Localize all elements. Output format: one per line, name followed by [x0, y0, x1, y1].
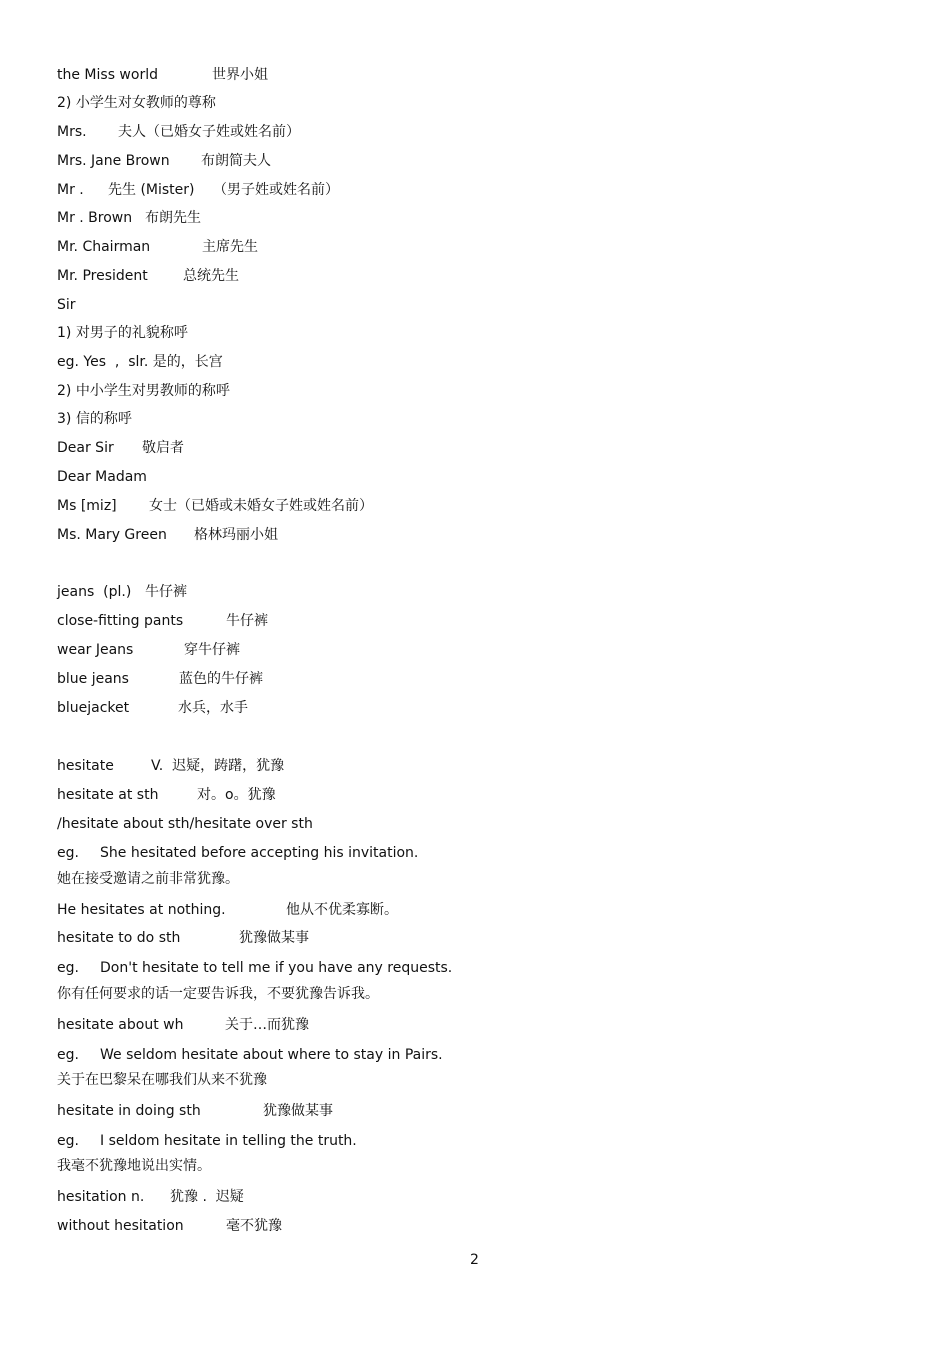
entry-term: Mr. President [57, 268, 148, 284]
entry-term: Mr . [57, 182, 84, 198]
entry-term: hesitate to do sth [57, 930, 181, 946]
entry-meaning: 总统先生 [183, 268, 239, 284]
entry-term: He hesitates at nothing. [57, 902, 226, 918]
entry-meaning: 夫人（已婚女子姓或姓名前） [118, 124, 300, 140]
entry-text: 2) 中小学生对男教师的称呼 [57, 383, 230, 399]
entry-meaning: 女士（已婚或未婚女子姓或姓名前） [149, 498, 373, 514]
entry-row [57, 1217, 282, 1289]
entry-term: bluejacket [57, 700, 130, 716]
entry-term: wear Jeans [57, 642, 134, 658]
entry-meaning: 蓝色的牛仔裤 [179, 671, 263, 687]
entry-meaning: 布朗先生 [145, 210, 201, 226]
entry-text: 1) 对男子的礼貌称呼 [57, 325, 188, 341]
entry-meaning: 关于…而犹豫 [225, 1017, 309, 1033]
entry-text: 3) 信的称呼 [57, 411, 132, 427]
entry-meaning: 格林玛丽小姐 [194, 527, 278, 543]
entry-meaning: 他从不优柔寡断。 [286, 902, 398, 918]
entry-meaning: V. 迟疑，踌躇，犹豫 [151, 758, 285, 774]
entry-meaning: 主席先生 [202, 239, 258, 255]
entry-term: Mr. Chairman [57, 239, 151, 255]
entry-meaning: 犹豫做某事 [263, 1103, 333, 1119]
entry-meaning: 穿牛仔裤 [184, 642, 240, 658]
entry-text: 2) 小学生对女教师的尊称 [57, 95, 216, 111]
example-sentence: We seldom hesitate about where to stay in Pairs. [100, 1047, 443, 1063]
entry-meaning: 毫不犹豫 [226, 1218, 282, 1234]
entry-term: without hesitation [57, 1218, 184, 1234]
example-label: eg. [57, 960, 79, 976]
entry-term: close-fitting pants [57, 613, 184, 629]
entry-meaning: 敬启者 [142, 440, 184, 456]
entry-term: hesitate in doing sth [57, 1103, 201, 1119]
example-sentence: She hesitated before accepting his invitation. [100, 845, 419, 861]
entry-term: Mrs. [57, 124, 87, 140]
entry-term: blue jeans [57, 671, 129, 687]
example-sentence: Don't hesitate to tell me if you have any requests. [100, 960, 453, 976]
entry-term: Dear Sir [57, 440, 114, 456]
entry-meaning: 犹豫 . 迟疑 [170, 1189, 244, 1205]
page-number: 2 [470, 1252, 479, 1268]
example-label: eg. [57, 845, 79, 861]
entry-meaning: 世界小姐 [212, 67, 268, 83]
entry-term: the Miss world [57, 67, 158, 83]
entry-term: Ms. Mary Green [57, 527, 167, 543]
entry-term: Mrs. Jane Brown [57, 153, 170, 169]
example-translation: 你有任何要求的话一定要告诉我，不要犹豫告诉我。 [57, 986, 379, 1002]
entry-text: /hesitate about sth/hesitate over sth [57, 816, 313, 832]
entry-meaning: 牛仔裤 [145, 584, 187, 600]
entry-text: Sir [57, 297, 76, 313]
entry-meaning: 布朗简夫人 [201, 153, 271, 169]
entry-term: hesitate about wh [57, 1017, 184, 1033]
entry-term: hesitate [57, 758, 114, 774]
entry-note: （男子姓或姓名前） [213, 182, 339, 198]
entry-meaning: 牛仔裤 [226, 613, 268, 629]
entry-term: jeans (pl.) [57, 584, 132, 600]
entry-meaning: 对。o。犹豫 [197, 787, 276, 803]
entry-text: Dear Madam [57, 469, 147, 485]
entry-meaning: 犹豫做某事 [239, 930, 309, 946]
entry-term: Mr . Brown [57, 210, 133, 226]
example-label: eg. [57, 1047, 79, 1063]
entry-text: eg. Yes , slr. 是的，长宫 [57, 354, 223, 370]
entry-meaning: 水兵，水手 [178, 700, 248, 716]
entry-term: hesitate at sth [57, 787, 159, 803]
entry-meaning: 先生 (Mister) [108, 182, 195, 198]
example-translation: 关于在巴黎呆在哪我们从来不犹豫 [57, 1072, 267, 1088]
entry-term: Ms [miz] [57, 498, 117, 514]
example-translation: 她在接受邀请之前非常犹豫。 [57, 871, 239, 887]
example-sentence: I seldom hesitate in telling the truth. [100, 1133, 357, 1149]
example-label: eg. [57, 1133, 79, 1149]
entry-term: hesitation n. [57, 1189, 145, 1205]
example-translation: 我毫不犹豫地说出实情。 [57, 1158, 211, 1174]
